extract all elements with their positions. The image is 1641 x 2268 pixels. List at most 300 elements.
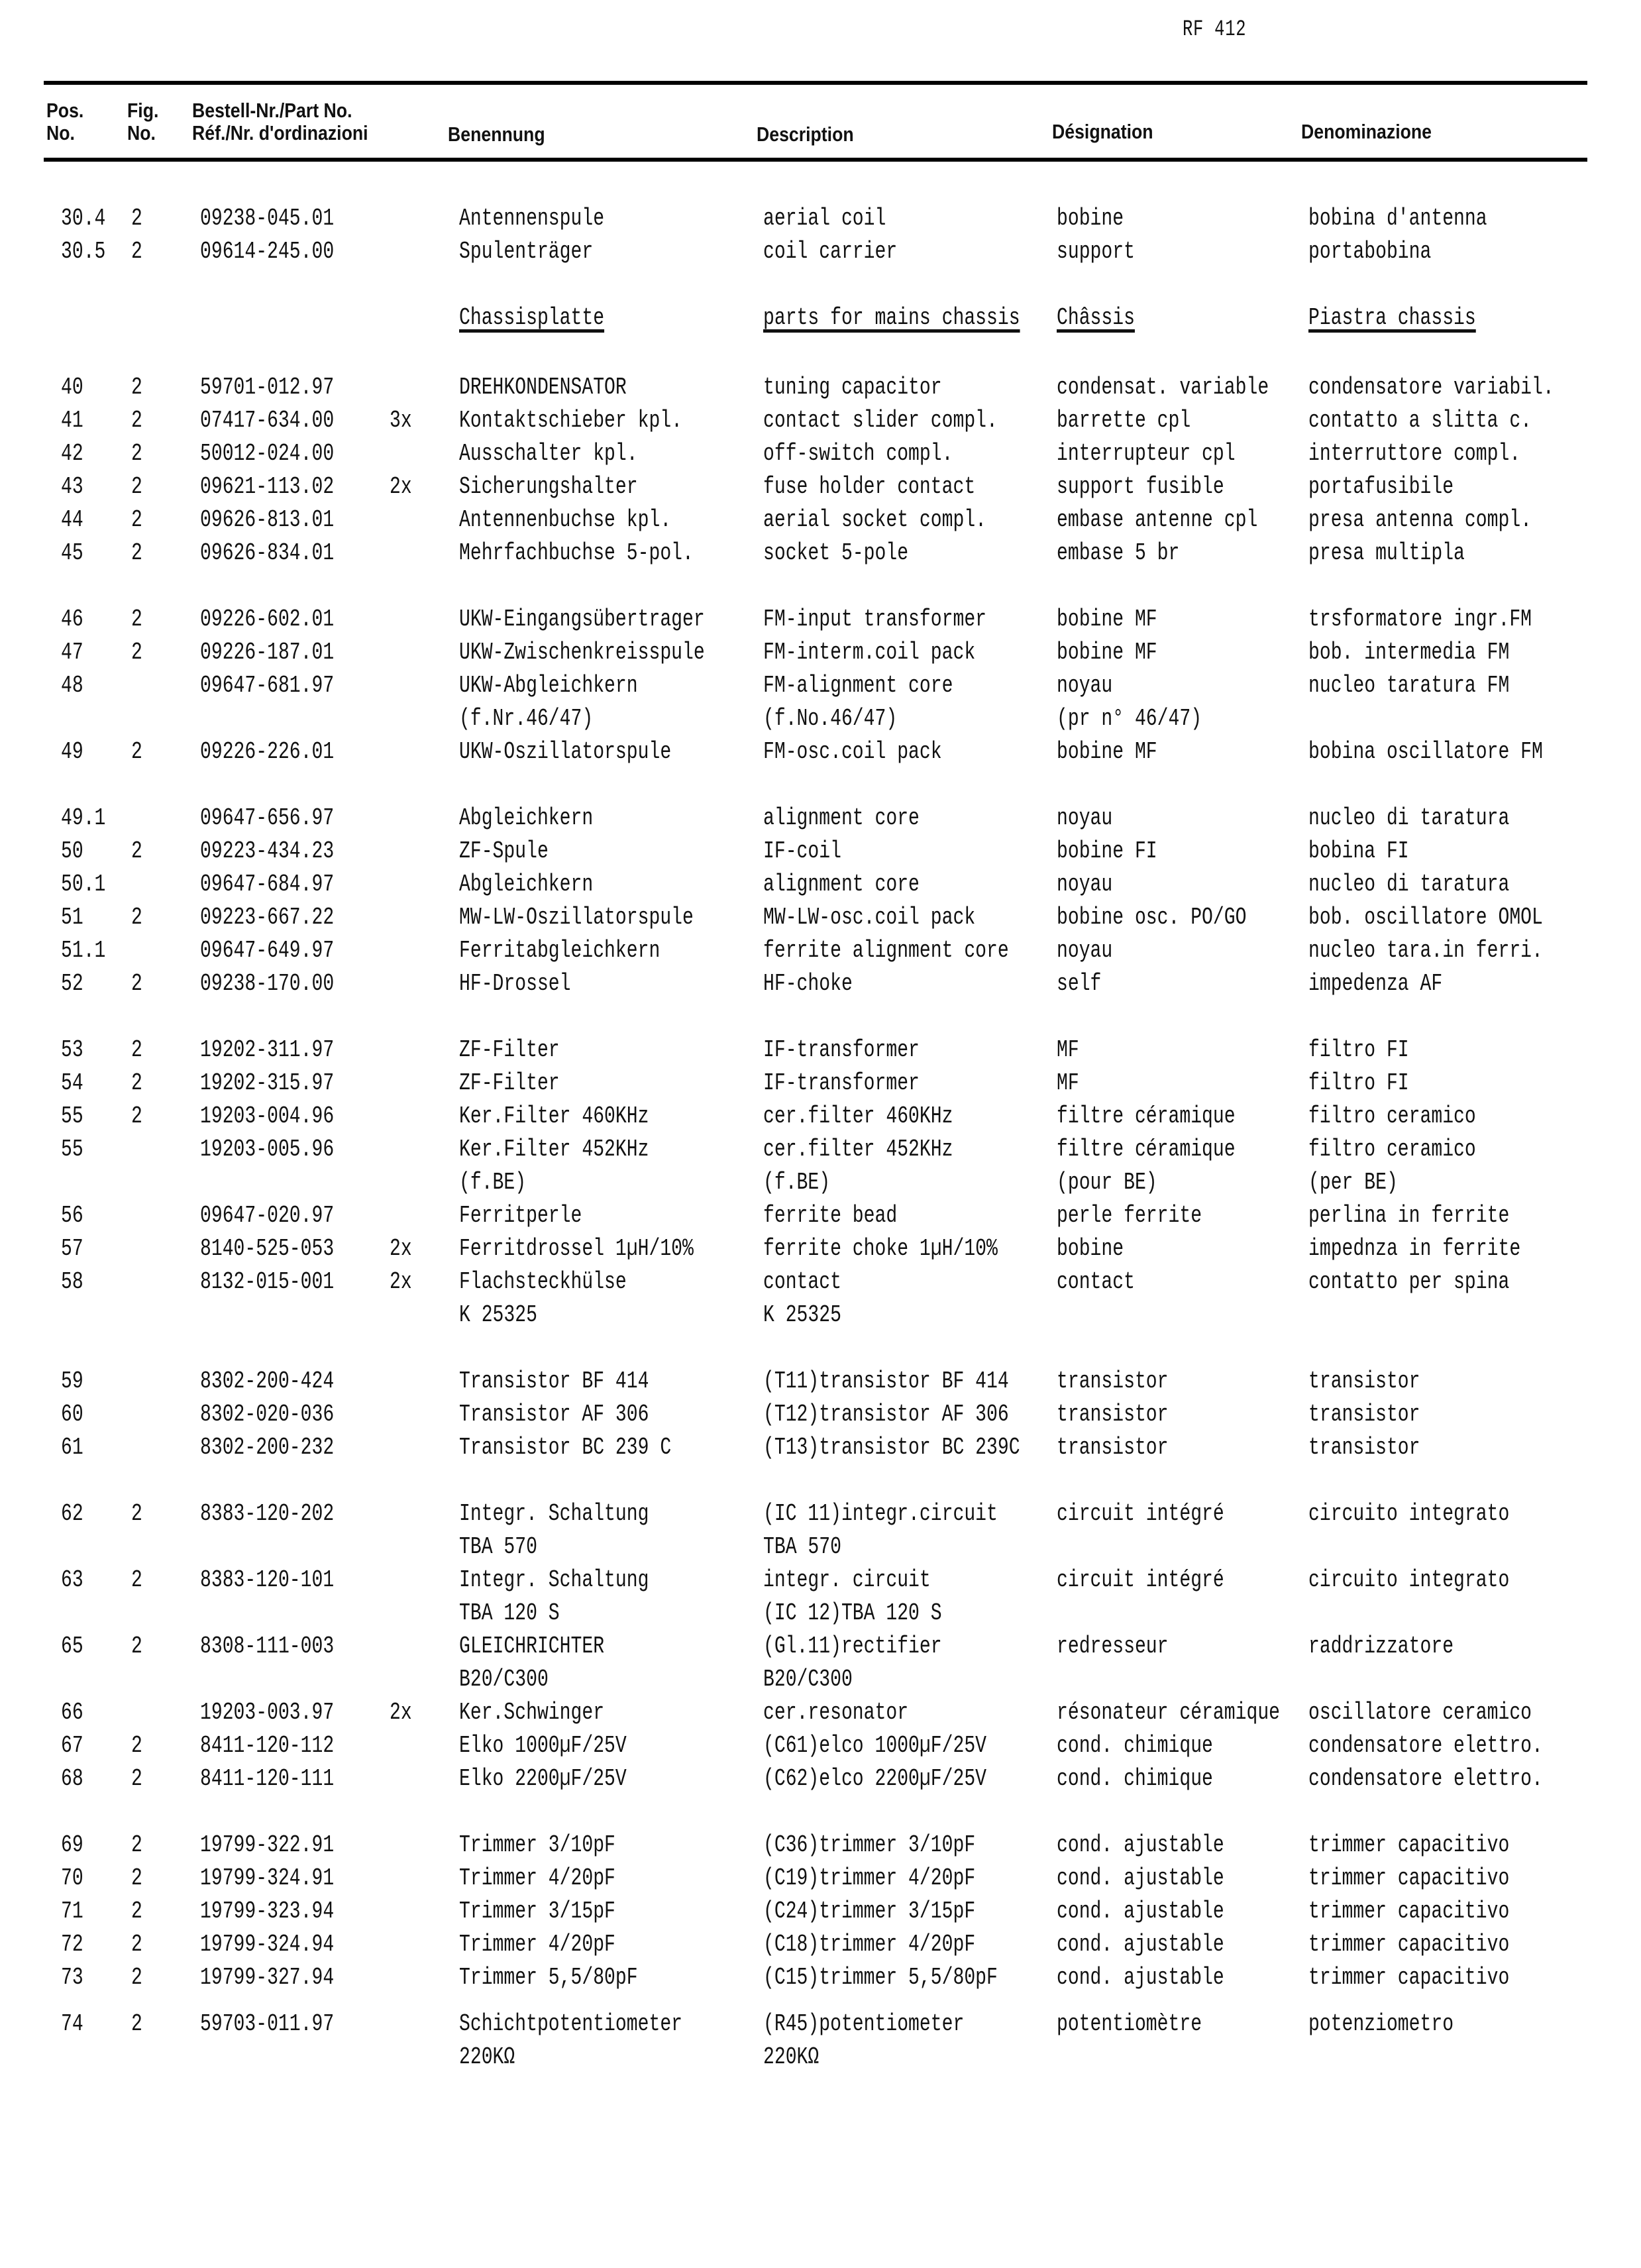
designation-cell: noyau (1057, 804, 1113, 832)
table-row (0, 1961, 1641, 1994)
table-row (0, 835, 1641, 868)
part-number-cell: 59701-012.97 (200, 374, 335, 401)
description-cell: fuse holder contact (763, 473, 976, 500)
denominazione-cell: nucleo di taratura (1308, 804, 1510, 832)
description-cell: alignment core (763, 804, 920, 832)
pos-cell: 71 (61, 1898, 83, 1925)
pos-cell: 69 (61, 1831, 83, 1859)
fig-cell: 2 (131, 1633, 142, 1660)
denominazione-cell: bobina FI (1308, 837, 1409, 865)
denominazione-cell: trimmer capacitivo (1308, 1831, 1510, 1859)
table-row (0, 1928, 1641, 1961)
description-cell: contact slider compl. (763, 407, 998, 434)
denominazione-cell: trimmer capacitivo (1308, 1898, 1510, 1925)
benennung-cell: MW-LW-Oszillatorspule (459, 904, 694, 931)
designation-cell: perle ferrite (1057, 1202, 1202, 1229)
pos-cell: 60 (61, 1401, 83, 1428)
benennung-cell: Spulenträger (459, 238, 594, 265)
fig-cell: 2 (131, 1036, 142, 1063)
benennung-cell: Ferritperle (459, 1202, 582, 1229)
description-cell: tuning capacitor (763, 374, 942, 401)
description-cell: FM-interm.coil pack (763, 639, 976, 666)
pos-cell: 50.1 (61, 871, 106, 898)
denominazione-cell: trimmer capacitivo (1308, 1864, 1510, 1892)
description-cell: (C61)elco 1000µF/25V (763, 1732, 987, 1759)
denominazione-cell: potenziometro (1308, 2010, 1454, 2037)
description-cell: IF-transformer (763, 1036, 920, 1063)
benennung-cell: Abgleichkern (459, 871, 594, 898)
benennung-cell: Ferritdrossel 1µH/10% (459, 1235, 694, 1262)
quantity-cell: 2x (390, 1235, 412, 1262)
benennung-cell: Trimmer 3/15pF (459, 1898, 615, 1925)
description-cell: (R45)potentiometer (763, 2010, 965, 2037)
designation-cell: filtre céramique (1057, 1103, 1236, 1130)
quantity-cell: 2x (390, 1699, 412, 1726)
designation-cell: bobine (1057, 205, 1124, 232)
description-cell: (T11)transistor BF 414 (763, 1368, 1009, 1395)
denominazione-cell: filtro ceramico (1308, 1136, 1476, 1163)
denominazione-cell: portafusibile (1308, 473, 1454, 500)
designation-cell: contact (1057, 1268, 1135, 1295)
table-row (0, 802, 1641, 835)
benennung-cell: Trimmer 4/20pF (459, 1864, 615, 1892)
part-number-cell: 09226-226.01 (200, 738, 335, 765)
description-cell: B20/C300 (763, 1666, 853, 1693)
header-part-no (192, 99, 368, 144)
benennung-cell: UKW-Eingangsübertrager (459, 606, 705, 633)
description-cell: MW-LW-osc.coil pack (763, 904, 976, 931)
benennung-cell: (f.BE) (459, 1169, 527, 1196)
description-cell: K 25325 (763, 1301, 841, 1328)
part-number-cell: 8308-111-003 (200, 1633, 335, 1660)
designation-cell: transistor (1057, 1401, 1169, 1428)
table-row (0, 967, 1641, 1000)
part-number-cell: 09626-834.01 (200, 539, 335, 567)
designation-cell: noyau (1057, 937, 1113, 964)
part-number-cell: 09223-667.22 (200, 904, 335, 931)
description-cell: cer.resonator (763, 1699, 909, 1726)
description-cell: FM-osc.coil pack (763, 738, 942, 765)
designation-cell: (pr n° 46/47) (1057, 705, 1202, 732)
denominazione-cell: contatto per spina (1308, 1268, 1510, 1295)
table-row (0, 1266, 1641, 1299)
part-number-cell: 8302-200-424 (200, 1368, 335, 1395)
table-row (0, 868, 1641, 901)
part-number-cell: 09238-045.01 (200, 205, 335, 232)
table-row (0, 1398, 1641, 1431)
description-cell: (IC 12)TBA 120 S (763, 1599, 942, 1627)
table-row (0, 2008, 1641, 2041)
benennung-cell: UKW-Zwischenkreisspule (459, 639, 705, 666)
benennung-cell: Ker.Filter 452KHz (459, 1136, 649, 1163)
section-heading-row (0, 301, 1641, 335)
denominazione-cell: impednza in ferrite (1308, 1235, 1521, 1262)
denominazione-cell: presa multipla (1308, 539, 1465, 567)
description-cell: alignment core (763, 871, 920, 898)
designation-cell: redresseur (1057, 1633, 1169, 1660)
table-row (0, 1762, 1641, 1796)
benennung-cell: Elko 2200µF/25V (459, 1765, 627, 1792)
table-row (0, 1067, 1641, 1100)
pos-cell: 65 (61, 1633, 83, 1660)
benennung-cell: Elko 1000µF/25V (459, 1732, 627, 1759)
pos-cell: 58 (61, 1268, 83, 1295)
part-number-cell: 19799-322.91 (200, 1831, 335, 1859)
description-cell: IF-coil (763, 837, 841, 865)
denominazione-cell: circuito integrato (1308, 1566, 1510, 1593)
denominazione-cell: trimmer capacitivo (1308, 1964, 1510, 1991)
header-pos (46, 99, 83, 144)
part-number-cell: 8140-525-053 (200, 1235, 335, 1262)
pos-cell: 72 (61, 1931, 83, 1958)
denominazione-cell: transistor (1308, 1401, 1420, 1428)
designation-cell: bobine osc. PO/GO (1057, 904, 1247, 931)
part-number-cell: 8132-015-001 (200, 1268, 335, 1295)
part-number-cell: 09647-020.97 (200, 1202, 335, 1229)
benennung-cell: K 25325 (459, 1301, 537, 1328)
denominazione-cell: nucleo tara.in ferri. (1308, 937, 1543, 964)
table-row (0, 1696, 1641, 1729)
pos-cell: 51 (61, 904, 83, 931)
benennung-cell: 220KΩ (459, 2043, 515, 2071)
denominazione-cell: filtro FI (1308, 1069, 1409, 1097)
description-cell: (C62)elco 2200µF/25V (763, 1765, 987, 1792)
fig-cell: 2 (131, 970, 142, 997)
table-row (0, 1564, 1641, 1597)
designation-cell: cond. ajustable (1057, 1898, 1224, 1925)
part-number-cell: 19799-324.91 (200, 1864, 335, 1892)
quantity-cell: 3x (390, 407, 412, 434)
part-number-cell: 09226-602.01 (200, 606, 335, 633)
part-number-cell: 19203-005.96 (200, 1136, 335, 1163)
designation-cell: bobine MF (1057, 606, 1157, 633)
description-cell: socket 5-pole (763, 539, 909, 567)
designation-cell: filtre céramique (1057, 1136, 1236, 1163)
pos-cell: 42 (61, 440, 83, 467)
benennung-cell: UKW-Abgleichkern (459, 672, 638, 699)
header-pos-line1: Pos. (46, 99, 84, 122)
part-number-cell: 19799-323.94 (200, 1898, 335, 1925)
part-number-cell: 19203-003.97 (200, 1699, 335, 1726)
pos-cell: 50 (61, 837, 83, 865)
benennung-cell: Transistor BC 239 C (459, 1434, 672, 1461)
denominazione-cell: bobina d'antenna (1308, 205, 1487, 232)
benennung-cell: Flachsteckhülse (459, 1268, 627, 1295)
description-cell: (C36)trimmer 3/10pF (763, 1831, 976, 1859)
description-cell: (f.No.46/47) (763, 705, 898, 732)
header-pos-line2: No. (46, 121, 75, 144)
part-number-cell: 09614-245.00 (200, 238, 335, 265)
pos-cell: 40 (61, 374, 83, 401)
pos-cell: 51.1 (61, 937, 106, 964)
description-cell: (C18)trimmer 4/20pF (763, 1931, 976, 1958)
table-row (0, 1299, 1641, 1332)
fig-cell: 2 (131, 506, 142, 533)
pos-cell: 44 (61, 506, 83, 533)
description-cell: (C24)trimmer 3/15pF (763, 1898, 976, 1925)
designation-cell: cond. ajustable (1057, 1864, 1224, 1892)
table-row (0, 1199, 1641, 1232)
denominazione-cell: condensatore elettro. (1308, 1765, 1543, 1792)
denominazione-cell: nucleo di taratura (1308, 871, 1510, 898)
benennung-cell: Chassisplatte (459, 304, 605, 331)
benennung-cell: Mehrfachbuchse 5-pol. (459, 539, 694, 567)
fig-cell: 2 (131, 1566, 142, 1593)
benennung-cell: Abgleichkern (459, 804, 594, 832)
pos-cell: 56 (61, 1202, 83, 1229)
designation-cell: noyau (1057, 871, 1113, 898)
description-cell: FM-alignment core (763, 672, 953, 699)
designation-cell: transistor (1057, 1368, 1169, 1395)
denominazione-cell: bobina oscillatore FM (1308, 738, 1543, 765)
denominazione-cell: transistor (1308, 1434, 1420, 1461)
part-number-cell: 19799-324.94 (200, 1931, 335, 1958)
fig-cell: 2 (131, 738, 142, 765)
denominazione-cell: condensatore variabil. (1308, 374, 1554, 401)
part-number-cell: 8383-120-101 (200, 1566, 335, 1593)
header-part-line2: Réf./Nr. d'ordinazioni (192, 121, 368, 144)
description-cell: (C15)trimmer 5,5/80pF (763, 1964, 998, 1991)
quantity-cell: 2x (390, 473, 412, 500)
description-cell: aerial coil (763, 205, 886, 232)
pos-cell: 47 (61, 639, 83, 666)
table-row (0, 537, 1641, 570)
table-row (0, 2041, 1641, 2074)
table-row (0, 1663, 1641, 1696)
denominazione-cell: condensatore elettro. (1308, 1732, 1543, 1759)
denominazione-cell: circuito integrato (1308, 1500, 1510, 1527)
table-row (0, 1862, 1641, 1895)
description-cell: IF-transformer (763, 1069, 920, 1097)
pos-cell: 74 (61, 2010, 83, 2037)
description-cell: parts for mains chassis (763, 304, 1020, 331)
part-number-cell: 19202-311.97 (200, 1036, 335, 1063)
part-number-cell: 8411-120-111 (200, 1765, 335, 1792)
benennung-cell: Kontaktschieber kpl. (459, 407, 683, 434)
part-number-cell: 09647-649.97 (200, 937, 335, 964)
designation-cell: cond. ajustable (1057, 1831, 1224, 1859)
benennung-cell: GLEICHRICHTER (459, 1633, 605, 1660)
denominazione-cell: transistor (1308, 1368, 1420, 1395)
benennung-cell: UKW-Oszillatorspule (459, 738, 672, 765)
benennung-cell: Transistor AF 306 (459, 1401, 649, 1428)
denominazione-cell: filtro FI (1308, 1036, 1409, 1063)
designation-cell: barrette cpl (1057, 407, 1191, 434)
designation-cell: embase 5 br (1057, 539, 1180, 567)
part-number-cell: 09238-170.00 (200, 970, 335, 997)
fig-cell: 2 (131, 904, 142, 931)
pos-cell: 43 (61, 473, 83, 500)
fig-cell: 2 (131, 837, 142, 865)
denominazione-cell: raddrizzatore (1308, 1633, 1454, 1660)
denominazione-cell: filtro ceramico (1308, 1103, 1476, 1130)
description-cell: (C19)trimmer 4/20pF (763, 1864, 976, 1892)
part-number-cell: 09626-813.01 (200, 506, 335, 533)
benennung-cell: (f.Nr.46/47) (459, 705, 594, 732)
header-rule-bottom (44, 158, 1587, 162)
benennung-cell: Transistor BF 414 (459, 1368, 649, 1395)
quantity-cell: 2x (390, 1268, 412, 1295)
benennung-cell: ZF-Filter (459, 1036, 560, 1063)
fig-cell: 2 (131, 205, 142, 232)
table-row (0, 603, 1641, 636)
fig-cell: 2 (131, 1964, 142, 1991)
part-number-cell: 19799-327.94 (200, 1964, 335, 1991)
description-cell: (IC 11)integr.circuit (763, 1500, 998, 1527)
denominazione-cell: nucleo taratura FM (1308, 672, 1510, 699)
part-number-cell: 8411-120-112 (200, 1732, 335, 1759)
designation-cell: noyau (1057, 672, 1113, 699)
fig-cell: 2 (131, 606, 142, 633)
part-number-cell: 09621-113.02 (200, 473, 335, 500)
fig-cell: 2 (131, 1864, 142, 1892)
fig-cell: 2 (131, 1732, 142, 1759)
benennung-cell: Ferritabgleichkern (459, 937, 661, 964)
table-row (0, 470, 1641, 504)
description-cell: (T13)transistor BC 239C (763, 1434, 1020, 1461)
designation-cell: Châssis (1057, 304, 1135, 331)
designation-cell: cond. ajustable (1057, 1964, 1224, 1991)
description-cell: (f.BE) (763, 1169, 831, 1196)
table-row (0, 371, 1641, 404)
description-cell: integr. circuit (763, 1566, 931, 1593)
header-fig (127, 99, 158, 144)
table-row (0, 1365, 1641, 1398)
pos-cell: 45 (61, 539, 83, 567)
pos-cell: 30.5 (61, 238, 106, 265)
table-row (0, 1597, 1641, 1630)
designation-cell: MF (1057, 1069, 1079, 1097)
fig-cell: 2 (131, 1500, 142, 1527)
designation-cell: potentiomètre (1057, 2010, 1202, 2037)
benennung-cell: Ker.Filter 460KHz (459, 1103, 649, 1130)
description-cell: ferrite alignment core (763, 937, 1009, 964)
header-description: Description (757, 123, 854, 146)
table-row (0, 669, 1641, 702)
pos-cell: 68 (61, 1765, 83, 1792)
description-cell: ferrite choke 1µH/10% (763, 1235, 998, 1262)
table-row (0, 404, 1641, 437)
part-number-cell: 19202-315.97 (200, 1069, 335, 1097)
benennung-cell: Ausschalter kpl. (459, 440, 638, 467)
pos-cell: 48 (61, 672, 83, 699)
header-denominazione: Denominazione (1301, 120, 1432, 143)
table-row (0, 1133, 1641, 1166)
denominazione-cell: portabobina (1308, 238, 1432, 265)
fig-cell: 2 (131, 473, 142, 500)
designation-cell: bobine (1057, 1235, 1124, 1262)
description-cell: (T12)transistor AF 306 (763, 1401, 1009, 1428)
table-row (0, 735, 1641, 769)
designation-cell: cond. chimique (1057, 1732, 1213, 1759)
part-number-cell: 8302-020-036 (200, 1401, 335, 1428)
benennung-cell: ZF-Spule (459, 837, 549, 865)
pos-cell: 59 (61, 1368, 83, 1395)
designation-cell: bobine FI (1057, 837, 1157, 865)
description-cell: aerial socket compl. (763, 506, 987, 533)
table-row (0, 437, 1641, 470)
pos-cell: 30.4 (61, 205, 106, 232)
table-row (0, 702, 1641, 735)
pos-cell: 41 (61, 407, 83, 434)
page-label: RF 412 (1183, 17, 1247, 42)
designation-cell: circuit intégré (1057, 1566, 1224, 1593)
part-number-cell: 50012-024.00 (200, 440, 335, 467)
benennung-cell: Trimmer 3/10pF (459, 1831, 615, 1859)
designation-cell: embase antenne cpl (1057, 506, 1258, 533)
denominazione-cell: trsformatore ingr.FM (1308, 606, 1532, 633)
denominazione-cell: oscillatore ceramico (1308, 1699, 1532, 1726)
description-cell: coil carrier (763, 238, 898, 265)
table-row (0, 1729, 1641, 1762)
pos-cell: 57 (61, 1235, 83, 1262)
pos-cell: 70 (61, 1864, 83, 1892)
pos-cell: 62 (61, 1500, 83, 1527)
header-benennung: Benennung (448, 123, 545, 146)
fig-cell: 2 (131, 407, 142, 434)
description-cell: 220KΩ (763, 2043, 820, 2071)
description-cell: HF-choke (763, 970, 853, 997)
designation-cell: self (1057, 970, 1102, 997)
pos-cell: 49.1 (61, 804, 106, 832)
designation-cell: support (1057, 238, 1135, 265)
denominazione-cell: perlina in ferrite (1308, 1202, 1510, 1229)
benennung-cell: Schichtpotentiometer (459, 2010, 683, 2037)
benennung-cell: Integr. Schaltung (459, 1566, 649, 1593)
part-number-cell: 07417-634.00 (200, 407, 335, 434)
table-row (0, 1034, 1641, 1067)
denominazione-cell: Piastra chassis (1308, 304, 1476, 331)
designation-cell: bobine MF (1057, 639, 1157, 666)
denominazione-cell: trimmer capacitivo (1308, 1931, 1510, 1958)
pos-cell: 54 (61, 1069, 83, 1097)
pos-cell: 55 (61, 1136, 83, 1163)
designation-cell: bobine MF (1057, 738, 1157, 765)
part-number-cell: 09647-656.97 (200, 804, 335, 832)
table-row (0, 636, 1641, 669)
fig-cell: 2 (131, 2010, 142, 2037)
part-number-cell: 09647-684.97 (200, 871, 335, 898)
table-row (0, 901, 1641, 934)
part-number-cell: 19203-004.96 (200, 1103, 335, 1130)
table-row (0, 1497, 1641, 1531)
table-row (0, 1166, 1641, 1199)
fig-cell: 2 (131, 374, 142, 401)
description-cell: (Gl.11)rectifier (763, 1633, 942, 1660)
fig-cell: 2 (131, 1765, 142, 1792)
fig-cell: 2 (131, 1831, 142, 1859)
pos-cell: 63 (61, 1566, 83, 1593)
denominazione-cell: presa antenna compl. (1308, 506, 1532, 533)
pos-cell: 53 (61, 1036, 83, 1063)
benennung-cell: DREHKONDENSATOR (459, 374, 627, 401)
part-number-cell: 09226-187.01 (200, 639, 335, 666)
benennung-cell: Ker.Schwinger (459, 1699, 605, 1726)
designation-cell: (pour BE) (1057, 1169, 1157, 1196)
pos-cell: 66 (61, 1699, 83, 1726)
part-number-cell: 8302-200-232 (200, 1434, 335, 1461)
part-number-cell: 8383-120-202 (200, 1500, 335, 1527)
table-row (0, 1829, 1641, 1862)
denominazione-cell: contatto a slitta c. (1308, 407, 1532, 434)
part-number-cell: 09223-434.23 (200, 837, 335, 865)
table-row (0, 1895, 1641, 1928)
description-cell: FM-input transformer (763, 606, 987, 633)
designation-cell: support fusible (1057, 473, 1224, 500)
description-cell: cer.filter 460KHz (763, 1103, 953, 1130)
denominazione-cell: bob. oscillatore OMOL (1308, 904, 1543, 931)
benennung-cell: TBA 570 (459, 1533, 537, 1560)
